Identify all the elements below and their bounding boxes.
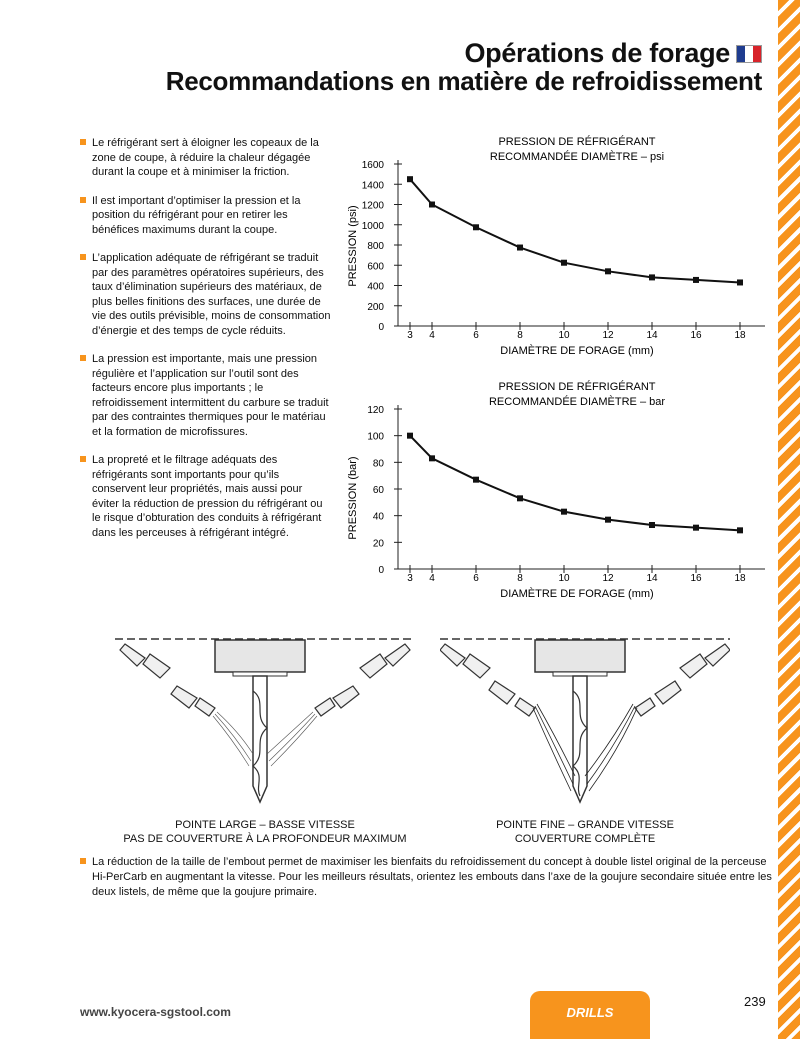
y-tick-label: 600 [367,261,384,273]
data-point-marker [649,522,655,528]
right-illustration-caption: POINTE FINE – GRANDE VITESSE COUVERTURE COMPLÈTE [496,819,674,845]
x-tick-label: 3 [407,330,413,341]
x-tick-label: 3 [407,573,413,584]
spindle-holder [215,640,305,672]
page-number: 239 [744,994,766,1009]
data-point-marker [605,517,611,523]
data-point-marker [561,509,567,515]
data-point-marker [407,176,413,182]
x-tick-label: 16 [690,330,702,341]
x-tick-label: 4 [429,330,435,341]
y-tick-label: 120 [367,405,384,416]
bullet-square-icon [80,254,86,260]
bullet-item: Il est important d’optimiser la pression et la position du réfrigérant pour en retirer les bénéfices maximums durant la coupe. [80,194,332,238]
y-tick-label: 60 [372,485,384,496]
x-tick-label: 14 [646,330,658,341]
bullet-list [80,136,332,554]
psi-chart [340,128,780,368]
x-tick-label: 8 [517,330,523,341]
page-subtitle: Recommandations en matière de refroidissement [165,66,762,96]
chart-title-line2: RECOMMANDÉE DIAMÈTRE – bar [488,396,666,408]
bullet-item: L’application adéquate de réfrigérant se traduit par des paramètres opératoires supérieurs, des taux d’élimination supérieurs des matériaux, de plus belles finitions des surfaces, une durée de vie des outils prévisible, moins de consommation d’énergie et des temps de cycle réduits. [80,251,332,338]
data-point-marker [693,277,699,283]
x-tick-label: 12 [602,330,614,341]
data-point-marker [429,202,435,208]
series-line [410,436,740,531]
y-tick-label: 80 [372,458,384,470]
y-tick-label: 400 [367,281,384,293]
data-point-marker [429,455,435,461]
x-tick-label: 8 [517,573,523,584]
bar-chart [340,373,780,613]
chart-ylabel: PRESSION (bar) [347,456,359,540]
bullet-square-icon [80,355,86,361]
bullet-item: Le réfrigérant sert à éloigner les copeaux de la zone de coupe, à réduire la chaleur dégagée durant la coupe et à minimiser la friction. [80,136,332,180]
chart-title-line2: RECOMMANDÉE DIAMÈTRE – psi [489,151,665,163]
drills-section-tab: DRILLS [530,991,650,1039]
chart-ylabel: PRESSION (psi) [347,205,359,287]
footer-url-link[interactable]: www.kyocera-sgstool.com [80,1005,231,1019]
y-tick-label: 800 [367,241,384,252]
data-point-marker [473,224,479,230]
x-tick-label: 12 [602,573,614,584]
x-tick-label: 18 [734,573,746,584]
bullet-square-icon [80,197,86,203]
y-tick-label: 40 [372,511,384,523]
y-tick-label: 1600 [361,160,384,171]
chart-title-line1: PRESSION DE RÉFRIGÉRANT [498,136,656,148]
page-title: Opérations de forage [464,38,730,68]
psi-chart-svg [340,128,780,363]
bullet-square-icon [80,456,86,462]
chart-xlabel: DIAMÈTRE DE FORAGE (mm) [500,345,654,357]
bullet-item: La pression est importante, mais une pression régulière et l’application sur l’outil sont des facteurs encore plus importants ; le refroidissement intermittent du carbure se traduit par des contraintes thermiques pour le matériau et la formation de microfissures. [80,352,332,439]
data-point-marker [605,268,611,274]
x-tick-label: 6 [473,573,479,584]
x-tick-label: 14 [646,573,658,584]
y-tick-label: 1200 [361,200,384,212]
data-point-marker [517,245,523,251]
bullet-item: La propreté et le filtrage adéquats des réfrigérants sont importants pour qu’ils conservent leur propriétés, mais aussi pour éviter la réduction de pression du réfrigérant ou le risque d’obturation des conduits à réfrigérant dans les perceuses à réfrigérant intégré. [80,453,332,540]
data-point-marker [561,260,567,266]
wide-point-drill-illustration [115,636,415,816]
y-tick-label: 100 [367,431,384,443]
y-tick-label: 0 [378,322,384,333]
chart-title-line1: PRESSION DE RÉFRIGÉRANT [498,381,656,393]
spindle-holder [535,640,625,672]
fine-point-drill-illustration [440,636,730,816]
x-tick-label: 6 [473,330,479,341]
x-tick-label: 4 [429,573,435,584]
left-illustration-caption: POINTE LARGE – BASSE VITESSE PAS DE COUVERTURE À LA PROFONDEUR MAXIMUM [123,819,407,845]
data-point-marker [517,495,523,501]
data-point-marker [693,525,699,531]
y-tick-label: 20 [372,538,384,550]
bullet-square-icon [80,858,86,864]
y-tick-label: 200 [367,301,384,313]
chart-xlabel: DIAMÈTRE DE FORAGE (mm) [500,588,654,600]
france-flag-icon [736,45,762,63]
series-line [410,179,740,282]
x-tick-label: 16 [690,573,702,584]
y-tick-label: 1000 [361,220,384,232]
data-point-marker [649,274,655,280]
decorative-stripe [778,0,800,1039]
bullet-square-icon [80,139,86,145]
x-tick-label: 10 [558,330,570,341]
x-tick-label: 10 [558,573,570,584]
x-tick-label: 18 [734,330,746,341]
data-point-marker [473,477,479,483]
bottom-bullet-item: La réduction de la taille de l’embout permet de maximiser les bienfaits du refroidissement du concept à double listel original de la perceuse Hi-PerCarb en augmentant la vitesse. Pour les meilleurs résultats, orientez les embouts dans l’axe de la goujure secondaire située entre les deux listels, de même que la goujure primaire. [80,855,772,900]
data-point-marker [737,527,743,533]
y-tick-label: 1400 [361,180,384,192]
data-point-marker [407,433,413,439]
bar-chart-svg [340,373,780,608]
y-tick-label: 0 [378,565,384,576]
data-point-marker [737,279,743,285]
